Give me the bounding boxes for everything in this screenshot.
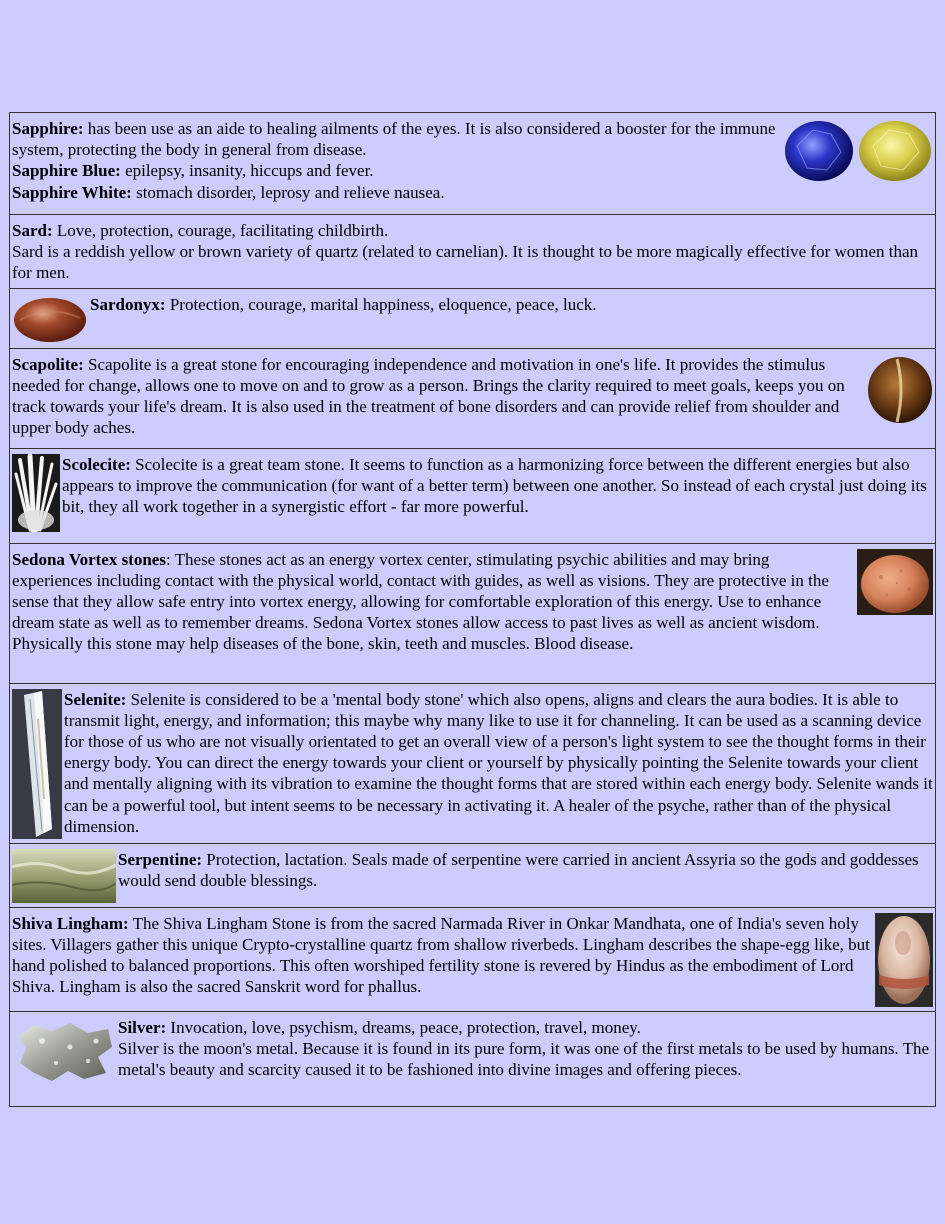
- entry-sapphire: [10, 113, 936, 215]
- entry-silver: [10, 1011, 936, 1106]
- table-row: [10, 1011, 936, 1106]
- entry-text: [12, 354, 933, 439]
- table-row: [10, 843, 936, 907]
- text-sedona: : These stones act as an energy vortex center, stimulating psychic abilities and may bring experiences including contact with the physical world, contact with guides, as well as visions. They are protective in the sense that they allow safe entry into vortex energy, allowing for comfortable exploration of this energy. Use to enhance dream state as well as to remember dreams. Sedona Vortex stones allow access to past lives as well as ancient wisdom. Physically this stone may help diseases of the bone, skin, teeth and muscles. Blood disease.: [12, 549, 829, 654]
- entry-text: [12, 294, 933, 315]
- entry-scolecite: [10, 448, 936, 543]
- label-scolecite: Scolecite:: [62, 454, 131, 474]
- sardonyx-image: [12, 296, 88, 344]
- selenite-image: [12, 689, 62, 839]
- sedona-image: [857, 549, 933, 615]
- label-sardonyx: Sardonyx:: [90, 294, 166, 314]
- text-sapphire-white: stomach disorder, leprosy and relieve nausea.: [131, 182, 445, 202]
- label-silver: Silver:: [118, 1017, 167, 1037]
- shiva-lingham-image: [875, 913, 933, 1007]
- entry-text: [12, 454, 933, 518]
- entry-text: [12, 220, 933, 284]
- text-scolecite: Scolecite is a great team stone. It seems to function as a harmonizing force between the different energies but also appears to improve the communication (for want of a better term) between one another. So instead of each crystal just doing its bit, they all work together in a synergistic effort - far more powerful.: [62, 454, 927, 517]
- text-serpentine: Protection, lactation. Seals made of serpentine were carried in ancient Assyria so the gods and goddesses would send double blessings.: [118, 849, 919, 890]
- text-sard-description: Sard is a reddish yellow or brown variety of quartz (related to carnelian). It is thought to be more magically effective for women than for men.: [12, 242, 919, 283]
- label-sapphire-blue: Sapphire Blue:: [12, 161, 121, 181]
- scapolite-image: [867, 356, 933, 424]
- scolecite-image: [12, 454, 60, 532]
- table-row: [10, 907, 936, 1011]
- text-shiva: The Shiva Lingham Stone is from the sacred Narmada River in Onkar Mandhata, one of India's seven holy sites. Villagers gather this unique Crypto-crystalline quartz from shallow riverbeds. Lingham describes the shape-egg like, but hand polished to balanced proportions. This often worshiped fertility stone is revered by Hindus as the embodiment of Lord Shiva. Lingham is also the sacred Sanskrit word for phallus.: [12, 913, 870, 997]
- entry-selenite: [10, 683, 936, 843]
- label-serpentine: Serpentine:: [118, 849, 203, 869]
- text-silver: Invocation, love, psychism, dreams, peace, protection, travel, money.: [166, 1017, 641, 1037]
- table-row: [10, 288, 936, 348]
- entry-text: [12, 1017, 933, 1081]
- table-row: [10, 348, 936, 448]
- entry-serpentine: [10, 843, 936, 907]
- text-sapphire-blue: epilepsy, insanity, hiccups and fever.: [120, 161, 374, 181]
- label-sapphire: Sapphire:: [12, 119, 84, 138]
- entry-sedona: [10, 543, 936, 683]
- table-row: [10, 448, 936, 543]
- entry-text: [12, 689, 933, 837]
- silver-image: [12, 1017, 116, 1087]
- entry-sard: [10, 215, 936, 289]
- text-sardonyx: Protection, courage, marital happiness, eloquence, peace, luck.: [165, 294, 597, 314]
- text-selenite: Selenite is considered to be a 'mental body stone' which also opens, aligns and clears the aura bodies. It is able to transmit light, energy, and information; this maybe why many like to use it for channeling. It can be used as a scanning device for those of us who are not visually orientated to get an overall view of a person's light system to see the thought forms in their energy body. You can direct the energy towards your client or yourself by physically pointing the Selenite towards your client and mentally aligning with its vibration to examine the thought forms that are stored within each energy body. Selenite wands it can be a powerful tool, but intent seems to be necessary in activating it. A healer of the psyche, rather than of the physical dimension.: [64, 689, 933, 836]
- label-selenite: Selenite:: [64, 689, 127, 709]
- text-silver-description: Silver is the moon's metal. Because it is found in its pure form, it was one of the first metals to be used by humans. The metal's beauty and scarcity caused it to be fashioned into divine images and offering pieces.: [118, 1038, 930, 1080]
- text-sapphire: has been use as an aide to healing ailments of the eyes. It is also considered a booster for the immune system, protecting the body in general from disease.: [12, 119, 776, 160]
- label-scapolite: Scapolite:: [12, 354, 84, 374]
- label-shiva: Shiva Lingham:: [12, 913, 129, 933]
- entry-text: [12, 549, 933, 655]
- serpentine-image: [12, 849, 116, 903]
- table-row: [10, 683, 936, 843]
- label-sedona: Sedona Vortex stones: [12, 549, 166, 569]
- text-scapolite: Scapolite is a great stone for encouraging independence and motivation in one's life. It provides the stimulus needed for change, allows one to move on and to grow as a person. Brings the clarity required to meet goals, keeps you on track towards your life's dream. It is also used in the treatment of bone disorders and can provide relief from shoulder and upper body aches.: [12, 354, 845, 438]
- entry-text: [12, 849, 933, 891]
- table-row: [10, 215, 936, 289]
- text-sard: Love, protection, courage, facilitating childbirth.: [52, 221, 389, 240]
- table-row: [10, 543, 936, 683]
- table-row: [10, 113, 936, 215]
- label-sard: Sard:: [12, 221, 53, 240]
- label-sapphire-white: Sapphire White:: [12, 182, 132, 202]
- entry-shiva: [10, 907, 936, 1011]
- entry-scapolite: [10, 348, 936, 448]
- sapphire-image: [783, 116, 933, 184]
- entry-sardonyx: [10, 288, 936, 348]
- gemstone-table: [9, 112, 936, 1107]
- entry-text: [12, 913, 933, 998]
